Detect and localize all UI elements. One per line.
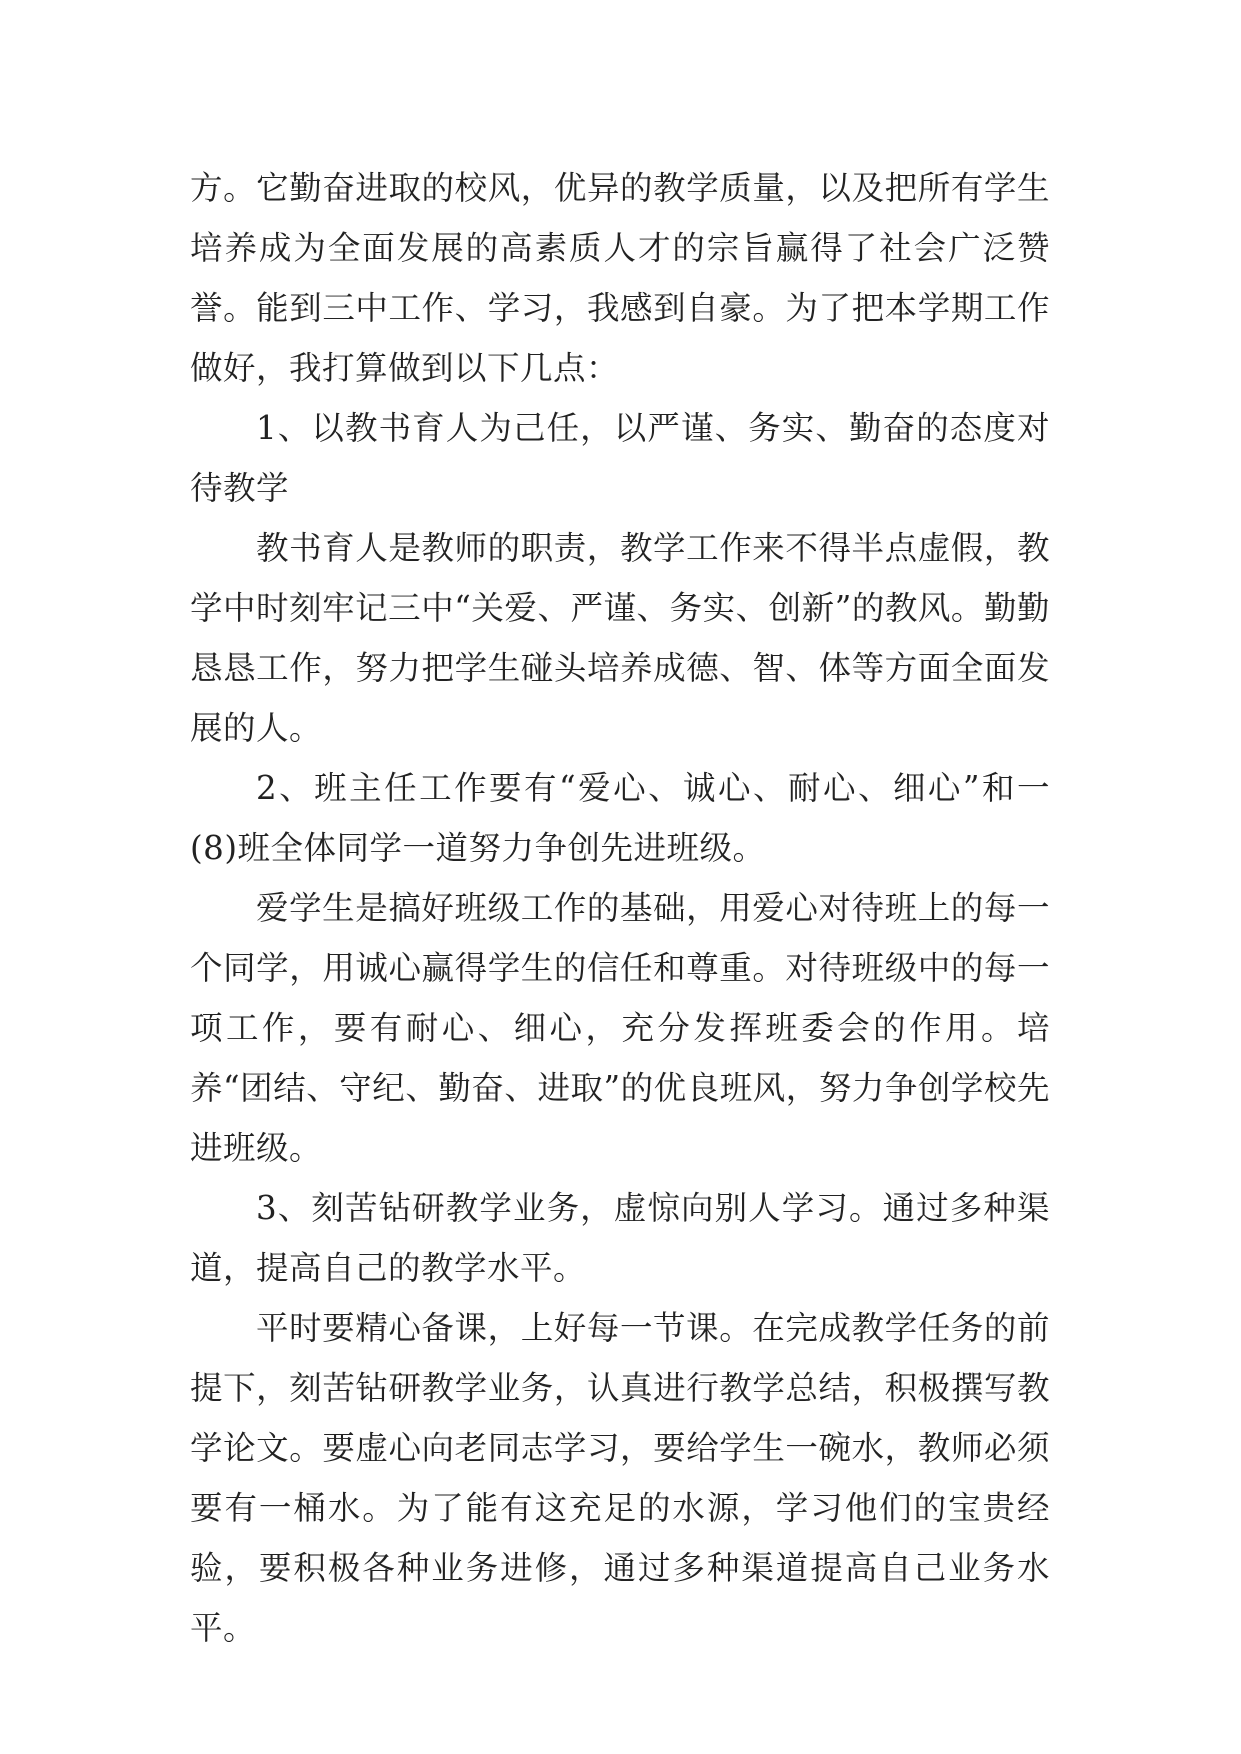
heading-point-2: 2、班主任工作要有“爱心、诚心、耐心、细心”和一(8)班全体同学一道努力争创先进班级。 bbox=[190, 769, 1050, 867]
heading-point-1: 1、以教书育人为己任，以严谨、务实、勤奋的态度对待教学 bbox=[190, 409, 1050, 507]
paragraph-continuation: 方。它勤奋进取的校风，优异的教学质量，以及把所有学生培养成为全面发展的高素质人才的宗旨赢得了社会广泛赞誉。能到三中工作、学习，我感到自豪。为了把本学期工作做好，我打算做到以下几点： bbox=[190, 169, 1050, 387]
heading-point-3: 3、刻苦钻研教学业务，虚惊向别人学习。通过多种渠道，提高自己的教学水平。 bbox=[190, 1189, 1050, 1287]
paragraph-point-3-body: 平时要精心备课，上好每一节课。在完成教学任务的前提下，刻苦钻研教学业务，认真进行教学总结，积极撰写教学论文。要虚心向老同志学习，要给学生一碗水，教师必须要有一桶水。为了能有这充足的水源，学习他们的宝贵经验，要积极各种业务进修，通过多种渠道提高自己业务水平。 bbox=[190, 1309, 1050, 1647]
paragraph-point-1-body: 教书育人是教师的职责，教学工作来不得半点虚假，教学中时刻牢记三中“关爱、严谨、务实、创新”的教风。勤勤恳恳工作，努力把学生碰头培养成德、智、体等方面全面发展的人。 bbox=[190, 529, 1050, 747]
paragraph-point-2-body: 爱学生是搞好班级工作的基础，用爱心对待班上的每一个同学，用诚心赢得学生的信任和尊重。对待班级中的每一项工作，要有耐心、细心，充分发挥班委会的作用。培养“团结、守纪、勤奋、进取”的优良班风，努力争创学校先进班级。 bbox=[190, 889, 1050, 1167]
document-body bbox=[190, 158, 1050, 1658]
